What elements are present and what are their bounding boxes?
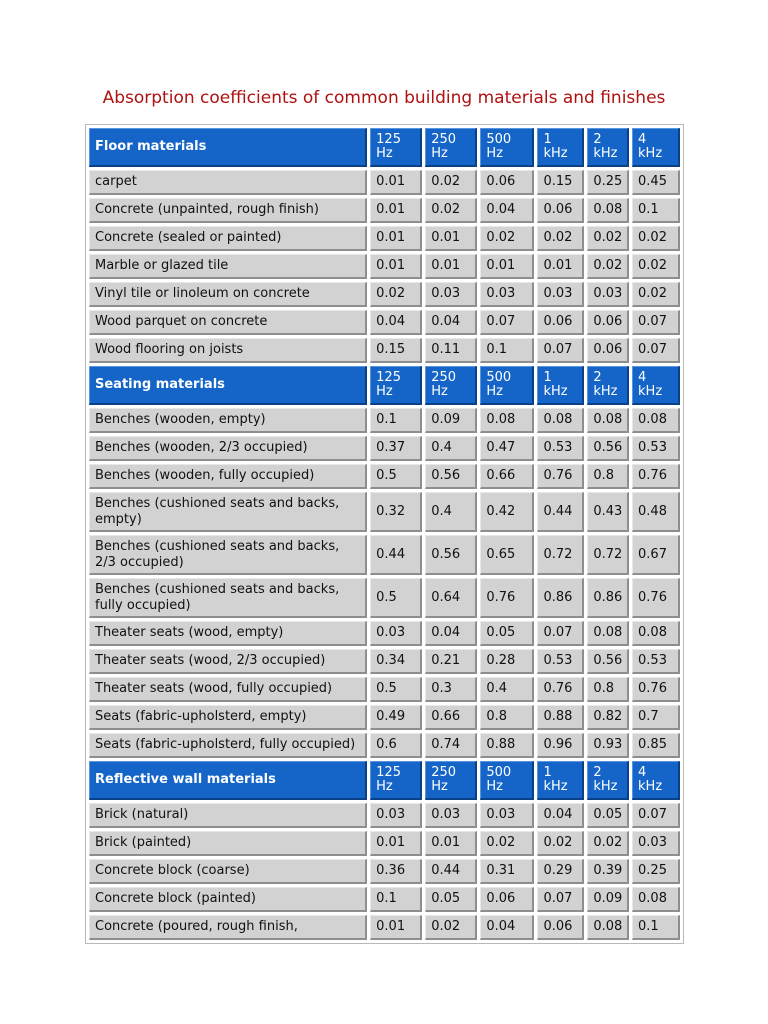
coefficient-cell: 0.09: [587, 887, 629, 912]
coefficient-cell: 0.08: [587, 621, 629, 646]
coefficient-cell: 0.76: [632, 677, 680, 702]
coefficient-cell: 0.08: [632, 621, 680, 646]
coefficient-cell: 0.08: [537, 408, 584, 433]
coefficient-cell: 0.01: [425, 254, 477, 279]
coefficient-cell: 0.48: [632, 492, 680, 532]
coefficient-cell: 0.44: [537, 492, 584, 532]
coefficient-cell: 0.44: [370, 535, 422, 575]
coefficient-cell: 0.09: [425, 408, 477, 433]
table-row: [89, 535, 680, 575]
frequency-header: 500 Hz: [480, 128, 534, 167]
coefficient-cell: 0.02: [480, 226, 534, 251]
frequency-header: 250 Hz: [425, 366, 477, 405]
table-row: [89, 621, 680, 646]
coefficient-cell: 0.06: [537, 915, 584, 940]
frequency-header: 2 kHz: [587, 366, 629, 405]
coefficient-cell: 0.02: [632, 282, 680, 307]
table-row: [89, 677, 680, 702]
coefficient-cell: 0.03: [480, 803, 534, 828]
section-header-row: [89, 366, 680, 405]
coefficient-cell: 0.04: [370, 310, 422, 335]
coefficient-cell: 0.7: [632, 705, 680, 730]
coefficient-cell: 0.06: [480, 170, 534, 195]
material-name: Concrete block (painted): [89, 887, 367, 912]
coefficient-cell: 0.6: [370, 733, 422, 758]
table-row: [89, 649, 680, 674]
coefficient-cell: 0.1: [632, 198, 680, 223]
coefficient-cell: 0.03: [537, 282, 584, 307]
coefficient-cell: 0.01: [537, 254, 584, 279]
table-row: [89, 492, 680, 532]
coefficient-cell: 0.37: [370, 436, 422, 461]
coefficient-cell: 0.45: [632, 170, 680, 195]
coefficient-cell: 0.02: [587, 254, 629, 279]
coefficient-cell: 0.04: [480, 915, 534, 940]
coefficient-cell: 0.02: [587, 831, 629, 856]
material-name: Wood parquet on concrete: [89, 310, 367, 335]
material-name: Benches (cushioned seats and backs, fully occupied): [89, 578, 367, 618]
coefficient-cell: 0.76: [480, 578, 534, 618]
coefficient-cell: 0.25: [632, 859, 680, 884]
coefficient-cell: 0.15: [370, 338, 422, 363]
coefficient-cell: 0.03: [632, 831, 680, 856]
coefficient-cell: 0.25: [587, 170, 629, 195]
coefficient-cell: 0.01: [370, 915, 422, 940]
coefficient-cell: 0.03: [425, 803, 477, 828]
coefficient-cell: 0.4: [425, 492, 477, 532]
coefficient-cell: 0.49: [370, 705, 422, 730]
coefficient-cell: 0.93: [587, 733, 629, 758]
coefficient-cell: 0.07: [480, 310, 534, 335]
coefficient-cell: 0.32: [370, 492, 422, 532]
coefficient-cell: 0.01: [370, 226, 422, 251]
coefficient-cell: 0.01: [370, 254, 422, 279]
coefficient-cell: 0.76: [632, 464, 680, 489]
frequency-header: 2 kHz: [587, 128, 629, 167]
coefficient-cell: 0.08: [632, 887, 680, 912]
coefficient-cell: 0.06: [537, 198, 584, 223]
coefficient-cell: 0.44: [425, 859, 477, 884]
coefficient-cell: 0.07: [537, 621, 584, 646]
coefficient-cell: 0.07: [537, 887, 584, 912]
coefficient-cell: 0.72: [537, 535, 584, 575]
coefficient-cell: 0.04: [537, 803, 584, 828]
coefficient-cell: 0.06: [480, 887, 534, 912]
coefficient-cell: 0.88: [537, 705, 584, 730]
coefficient-cell: 0.86: [537, 578, 584, 618]
frequency-header: 125 Hz: [370, 128, 422, 167]
coefficient-cell: 0.65: [480, 535, 534, 575]
coefficient-cell: 0.01: [480, 254, 534, 279]
coefficient-cell: 0.02: [425, 170, 477, 195]
section-header-row: [89, 128, 680, 167]
coefficient-cell: 0.15: [537, 170, 584, 195]
coefficient-cell: 0.96: [537, 733, 584, 758]
table-row: [89, 803, 680, 828]
coefficient-cell: 0.31: [480, 859, 534, 884]
material-name: Brick (natural): [89, 803, 367, 828]
coefficient-cell: 0.42: [480, 492, 534, 532]
table-row: [89, 170, 680, 195]
coefficient-cell: 0.8: [587, 464, 629, 489]
coefficient-cell: 0.88: [480, 733, 534, 758]
table-row: [89, 436, 680, 461]
frequency-header: 1 kHz: [537, 128, 584, 167]
coefficient-cell: 0.02: [632, 254, 680, 279]
coefficient-cell: 0.1: [370, 887, 422, 912]
coefficient-cell: 0.02: [370, 282, 422, 307]
coefficient-cell: 0.39: [587, 859, 629, 884]
table-row: [89, 887, 680, 912]
coefficient-cell: 0.08: [587, 408, 629, 433]
coefficient-cell: 0.06: [587, 338, 629, 363]
coefficient-cell: 0.07: [537, 338, 584, 363]
coefficient-cell: 0.56: [587, 436, 629, 461]
frequency-header: 125 Hz: [370, 366, 422, 405]
material-name: Theater seats (wood, 2/3 occupied): [89, 649, 367, 674]
coefficient-cell: 0.11: [425, 338, 477, 363]
coefficient-cell: 0.04: [480, 198, 534, 223]
coefficient-cell: 0.36: [370, 859, 422, 884]
coefficient-cell: 0.5: [370, 464, 422, 489]
frequency-header: 125 Hz: [370, 761, 422, 800]
coefficient-cell: 0.02: [632, 226, 680, 251]
material-name: Concrete (unpainted, rough finish): [89, 198, 367, 223]
coefficient-cell: 0.05: [425, 887, 477, 912]
coefficient-cell: 0.1: [480, 338, 534, 363]
table-row: [89, 733, 680, 758]
coefficient-cell: 0.03: [587, 282, 629, 307]
coefficient-cell: 0.3: [425, 677, 477, 702]
coefficient-cell: 0.06: [537, 310, 584, 335]
material-name: Theater seats (wood, fully occupied): [89, 677, 367, 702]
coefficient-cell: 0.02: [537, 831, 584, 856]
coefficient-cell: 0.5: [370, 578, 422, 618]
material-name: Seats (fabric-upholsterd, fully occupied): [89, 733, 367, 758]
frequency-header: 4 kHz: [632, 761, 680, 800]
material-name: Benches (wooden, fully occupied): [89, 464, 367, 489]
coefficient-cell: 0.53: [632, 649, 680, 674]
table-row: [89, 578, 680, 618]
coefficient-cell: 0.56: [425, 464, 477, 489]
coefficient-cell: 0.01: [370, 198, 422, 223]
material-name: Benches (cushioned seats and backs, 2/3 occupied): [89, 535, 367, 575]
frequency-header: 500 Hz: [480, 366, 534, 405]
coefficient-cell: 0.86: [587, 578, 629, 618]
section-title: Floor materials: [89, 128, 367, 167]
material-name: Marble or glazed tile: [89, 254, 367, 279]
coefficient-cell: 0.53: [537, 649, 584, 674]
material-name: Benches (cushioned seats and backs, empty): [89, 492, 367, 532]
coefficient-cell: 0.66: [480, 464, 534, 489]
coefficient-cell: 0.8: [480, 705, 534, 730]
coefficient-cell: 0.01: [370, 831, 422, 856]
coefficient-cell: 0.4: [480, 677, 534, 702]
frequency-header: 4 kHz: [632, 366, 680, 405]
coefficient-cell: 0.01: [425, 226, 477, 251]
table-row: [89, 859, 680, 884]
coefficient-cell: 0.04: [425, 621, 477, 646]
frequency-header: 2 kHz: [587, 761, 629, 800]
coefficient-cell: 0.8: [587, 677, 629, 702]
coefficient-cell: 0.08: [632, 408, 680, 433]
coefficient-cell: 0.08: [480, 408, 534, 433]
coefficient-cell: 0.06: [587, 310, 629, 335]
material-name: Concrete (poured, rough finish,: [89, 915, 367, 940]
coefficient-cell: 0.04: [425, 310, 477, 335]
section-header-row: [89, 761, 680, 800]
coefficient-cell: 0.1: [370, 408, 422, 433]
section-title: Seating materials: [89, 366, 367, 405]
coefficient-cell: 0.56: [587, 649, 629, 674]
coefficient-cell: 0.03: [370, 621, 422, 646]
frequency-header: 1 kHz: [537, 366, 584, 405]
material-name: Concrete (sealed or painted): [89, 226, 367, 251]
section-title: Reflective wall materials: [89, 761, 367, 800]
coefficient-cell: 0.53: [632, 436, 680, 461]
table-row: [89, 226, 680, 251]
table-row: [89, 464, 680, 489]
material-name: Theater seats (wood, empty): [89, 621, 367, 646]
coefficient-cell: 0.08: [587, 915, 629, 940]
material-name: Benches (wooden, 2/3 occupied): [89, 436, 367, 461]
table-row: [89, 831, 680, 856]
coefficient-cell: 0.43: [587, 492, 629, 532]
material-name: Wood flooring on joists: [89, 338, 367, 363]
coefficient-cell: 0.02: [480, 831, 534, 856]
page-title: Absorption coefficients of common building materials and finishes: [102, 88, 666, 108]
table-row: [89, 254, 680, 279]
material-name: Seats (fabric-upholsterd, empty): [89, 705, 367, 730]
material-name: Brick (painted): [89, 831, 367, 856]
frequency-header: 250 Hz: [425, 761, 477, 800]
coefficient-cell: 0.07: [632, 310, 680, 335]
frequency-header: 500 Hz: [480, 761, 534, 800]
table-row: [89, 282, 680, 307]
coefficient-cell: 0.02: [425, 915, 477, 940]
coefficient-cell: 0.76: [537, 677, 584, 702]
frequency-header: 4 kHz: [632, 128, 680, 167]
coefficient-cell: 0.29: [537, 859, 584, 884]
coefficient-cell: 0.64: [425, 578, 477, 618]
coefficient-cell: 0.03: [425, 282, 477, 307]
coefficient-cell: 0.53: [537, 436, 584, 461]
frequency-header: 250 Hz: [425, 128, 477, 167]
coefficient-cell: 0.02: [587, 226, 629, 251]
frequency-header: 1 kHz: [537, 761, 584, 800]
coefficient-cell: 0.05: [587, 803, 629, 828]
coefficient-cell: 0.03: [370, 803, 422, 828]
material-name: Vinyl tile or linoleum on concrete: [89, 282, 367, 307]
coefficient-cell: 0.66: [425, 705, 477, 730]
material-name: Concrete block (coarse): [89, 859, 367, 884]
coefficient-cell: 0.07: [632, 803, 680, 828]
table-row: [89, 915, 680, 940]
coefficient-cell: 0.5: [370, 677, 422, 702]
coefficient-cell: 0.07: [632, 338, 680, 363]
coefficient-cell: 0.76: [537, 464, 584, 489]
table-row: [89, 198, 680, 223]
table-row: [89, 338, 680, 363]
coefficient-cell: 0.74: [425, 733, 477, 758]
coefficient-cell: 0.05: [480, 621, 534, 646]
coefficient-cell: 0.21: [425, 649, 477, 674]
table-row: [89, 408, 680, 433]
coefficient-cell: 0.02: [425, 198, 477, 223]
coefficient-cell: 0.28: [480, 649, 534, 674]
coefficient-cell: 0.85: [632, 733, 680, 758]
coefficient-cell: 0.47: [480, 436, 534, 461]
coefficient-cell: 0.1: [632, 915, 680, 940]
coefficient-cell: 0.08: [587, 198, 629, 223]
coefficient-cell: 0.01: [370, 170, 422, 195]
coefficient-cell: 0.56: [425, 535, 477, 575]
material-name: carpet: [89, 170, 367, 195]
material-name: Benches (wooden, empty): [89, 408, 367, 433]
table-row: [89, 705, 680, 730]
coefficient-cell: 0.76: [632, 578, 680, 618]
coefficient-cell: 0.82: [587, 705, 629, 730]
coefficient-cell: 0.02: [537, 226, 584, 251]
table-row: [89, 310, 680, 335]
coefficient-cell: 0.01: [425, 831, 477, 856]
coefficient-cell: 0.03: [480, 282, 534, 307]
coefficient-cell: 0.34: [370, 649, 422, 674]
coefficient-cell: 0.67: [632, 535, 680, 575]
absorption-table: [86, 125, 683, 943]
coefficient-cell: 0.4: [425, 436, 477, 461]
coefficient-cell: 0.72: [587, 535, 629, 575]
